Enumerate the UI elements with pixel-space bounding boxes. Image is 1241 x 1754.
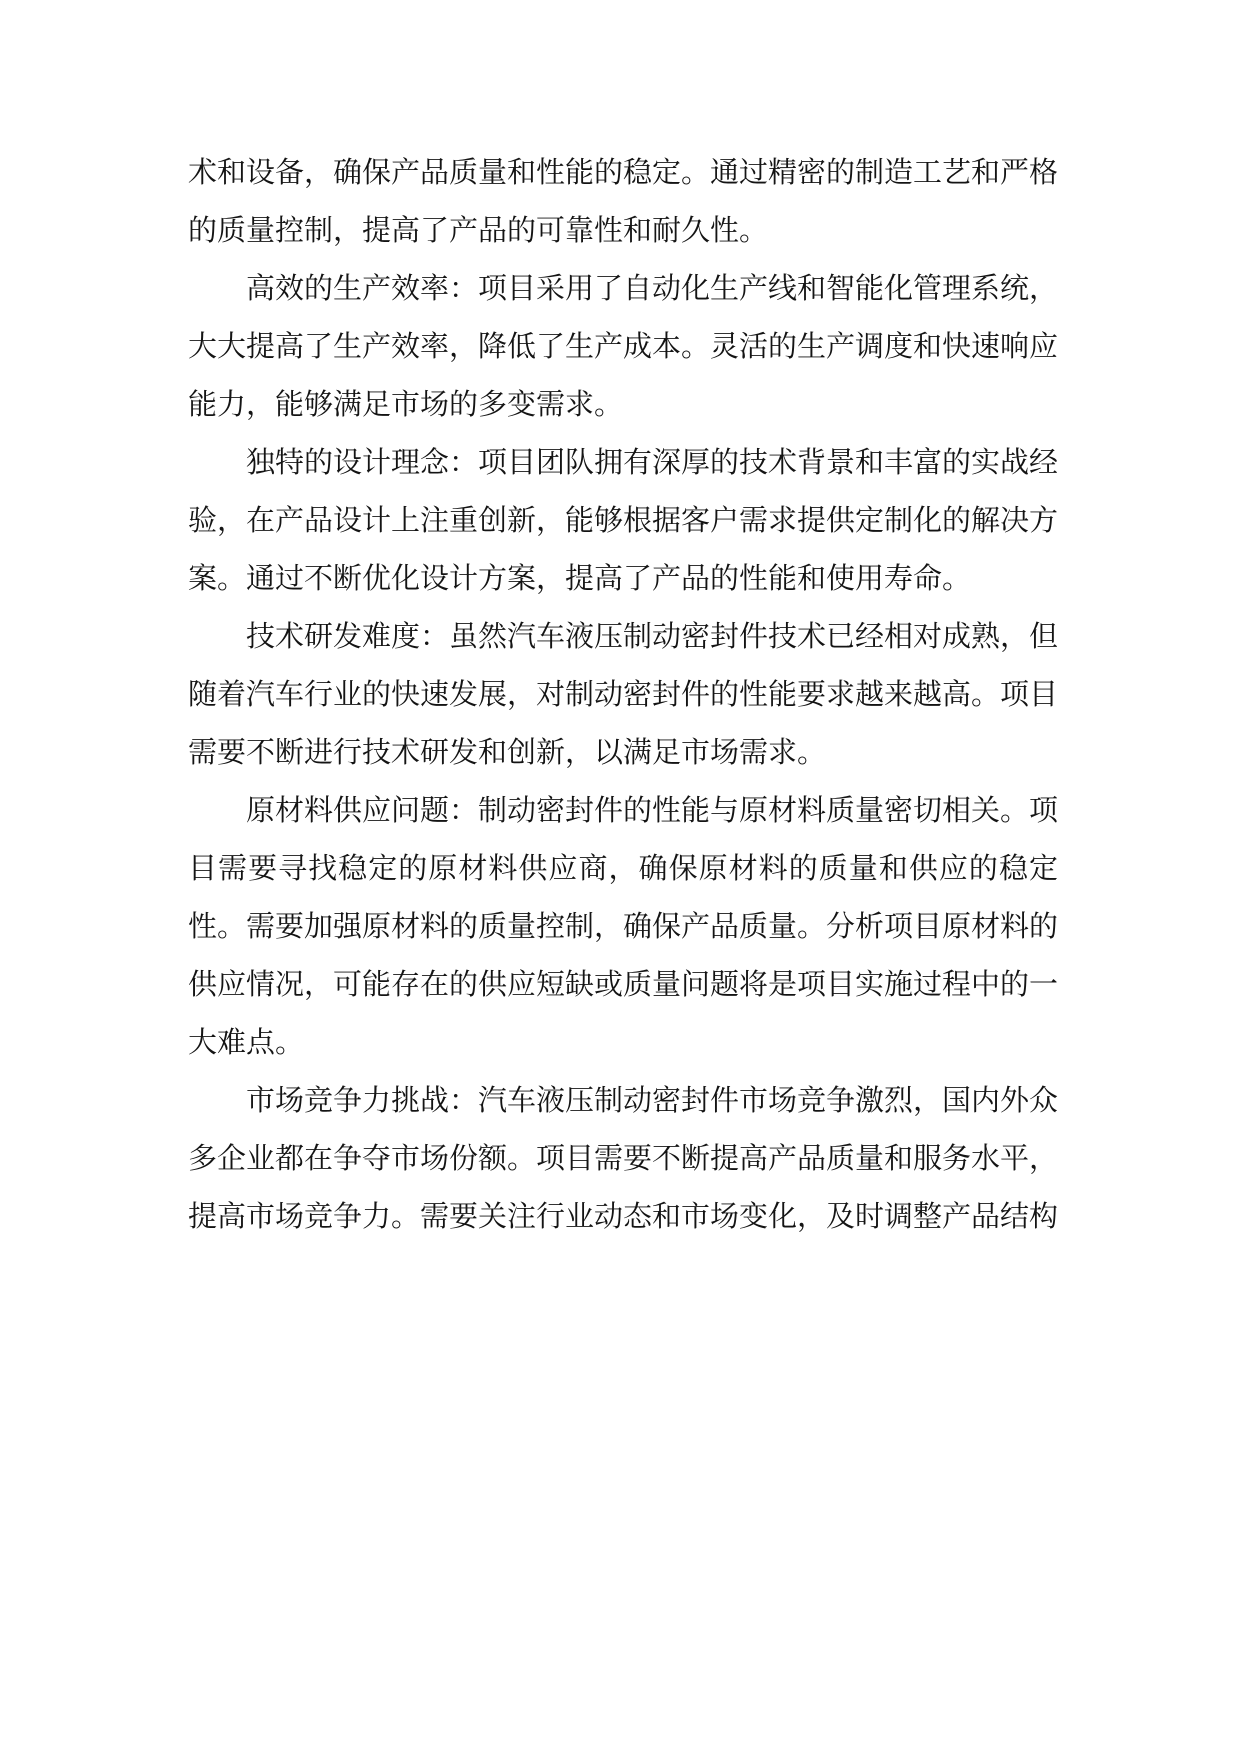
document-body [188, 143, 1058, 1245]
paragraph-design-concept: 独特的设计理念：项目团队拥有深厚的技术背景和丰富的实战经验，在产品设计上注重创新，能够根据客户需求提供定制化的解决方案。通过不断优化设计方案，提高了产品的性能和使用寿命。 [188, 445, 1059, 595]
paragraph-continuation: 术和设备，确保产品质量和性能的稳定。通过精密的制造工艺和严格的质量控制，提高了产品的可靠性和耐久性。 [188, 155, 1059, 247]
paragraph-market-competition: 市场竞争力挑战：汽车液压制动密封件市场竞争激烈，国内外众多企业都在争夺市场份额。项目需要不断提高产品质量和服务水平，提高市场竞争力。需要关注行业动态和市场变化，及时调整产品结构 [188, 1083, 1059, 1233]
paragraph-rd-difficulty: 技术研发难度：虽然汽车液压制动密封件技术已经相对成熟，但随着汽车行业的快速发展，对制动密封件的性能要求越来越高。项目需要不断进行技术研发和创新，以满足市场需求。 [188, 619, 1059, 769]
paragraph-raw-material-supply: 原材料供应问题：制动密封件的性能与原材料质量密切相关。项目需要寻找稳定的原材料供应商，确保原材料的质量和供应的稳定性。需要加强原材料的质量控制，确保产品质量。分析项目原材料的供应情况，可能存在的供应短缺或质量问题将是项目实施过程中的一大难点。 [188, 793, 1059, 1059]
paragraph-production-efficiency: 高效的生产效率：项目采用了自动化生产线和智能化管理系统，大大提高了生产效率，降低了生产成本。灵活的生产调度和快速响应能力，能够满足市场的多变需求。 [188, 271, 1059, 421]
